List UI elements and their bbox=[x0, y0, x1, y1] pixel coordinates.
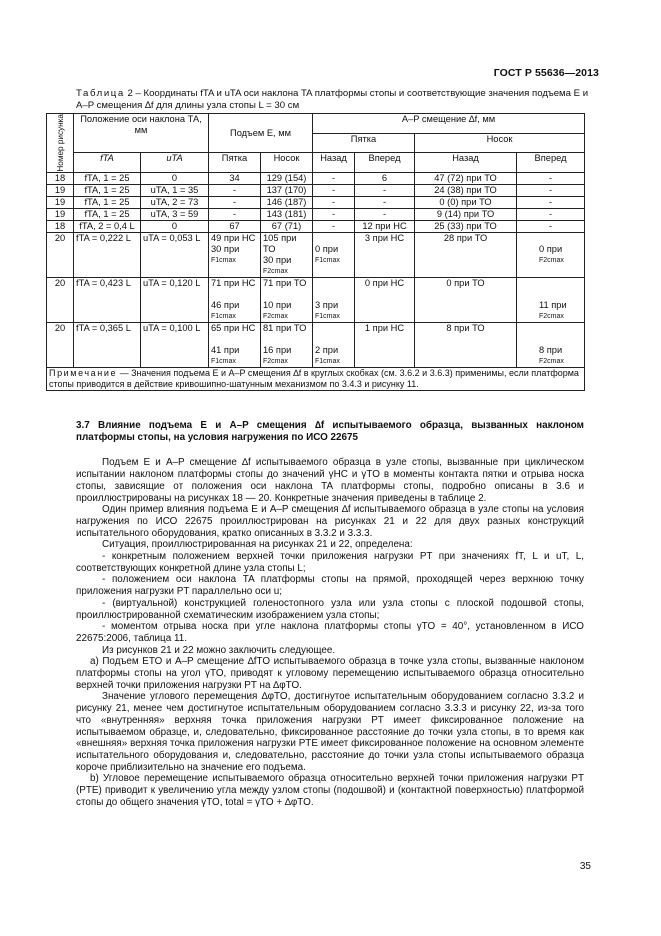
table-row: 20 fTA = 0,222 L uTA = 0,053 L 49 при НС 30 при F1cmax 105 при ТО 30 при F2cmax 0 при F1cmax 3 при НС 28 при ТО 0 при F2cmax bbox=[47, 232, 585, 277]
col-header-f-ta: fTA bbox=[74, 153, 141, 173]
col-header-lift: Подъем Е, мм bbox=[209, 114, 313, 153]
body-text bbox=[76, 420, 584, 809]
table-caption-text: 2 – Координаты fTA и uTA оси наклона TA платформы стопы и соответствующие значения подъема E и A–P смещения ∆f для длины узла стопы L = 30 см bbox=[76, 88, 589, 111]
col-header-toe-back: Назад bbox=[415, 153, 517, 173]
col-header-toe: Носок bbox=[261, 153, 313, 173]
list-item: - моментом отрыва носка при угле наклона платформы стопы γTO = 40°, установленном в ИСО 22675:2006, таблица 11. bbox=[76, 621, 584, 644]
col-header-figure-number: Номер рисунка bbox=[47, 114, 74, 173]
paragraph: a) Подъем ETO и A–P смещение ∆fTO испытываемого образца в точке узла стопы, вызванные наклоном платформы стопы на угол γTO, приводят к угловому перемещению испытываемого образца относительно верхней точки приложения нагрузки PT на ∆φTO. bbox=[76, 656, 584, 691]
table-row: 20 fTA = 0,365 L uTA = 0,100 L 65 при НС 41 при F1cmax 81 при ТО 16 при F2cmax 2 при F1cmax 1 при НС 8 при ТО 8 при F2cmax bbox=[47, 322, 585, 367]
col-header-axis-position: Положение оси наклона ТА, мм bbox=[74, 114, 209, 153]
table-note-label: Примечание bbox=[49, 367, 118, 378]
paragraph: b) Угловое перемещение испытываемого образца относительно верхней точки приложения нагрузки PT (PTE) приводит к увеличению угла между узлом стопы (подошвой) и (контактной поверхностью) платформой стопы до общего значения γTO, total = γTO + ∆φTO. bbox=[76, 773, 584, 808]
col-header-heel-back: Назад bbox=[313, 153, 355, 173]
document-header: ГОСТ Р 55636—2013 bbox=[493, 67, 599, 79]
table-caption-label: Таблица bbox=[76, 88, 125, 99]
table-row: 19 fTA, 1 = 25 uTA, 3 = 59 - 143 (181) - - 9 (14) при ТО - bbox=[47, 208, 585, 220]
page-number: 35 bbox=[579, 861, 591, 872]
list-item: - конкретным положением верхней точки приложения нагрузки PT при значениях fT, L и uT, L, соответствующих конкретной длине узла стопы L; bbox=[76, 551, 584, 574]
col-header-toe-shift: Носок bbox=[415, 133, 585, 153]
section-heading: 3.7 Влияние подъема E и A–P смещения ∆f испытываемого образца, вызванных наклоном платформы стопы, на условия нагружения по ИСО 22675 bbox=[76, 420, 584, 443]
table-note-text: — Значения подъема E и A–P смещения ∆f в круглых скобках (см. 3.6.2 и 3.6.3) применимы, если платформа стопы приводится в действие кривошипно-шатунным механизмом по 3.4.3 и рисунку 11. bbox=[49, 367, 579, 389]
table-row: 19 fTA, 1 = 25 uTA, 2 = 73 - 146 (187) - - 0 (0) при ТО - bbox=[47, 196, 585, 208]
col-header-u-ta: uTA bbox=[141, 153, 209, 173]
col-header-heel: Пятка bbox=[209, 153, 261, 173]
paragraph: Значение углового перемещения ∆φTO, достигнутое испытательным оборудованием согласно 3.3.2 и рисунку 21, менее чем достигнутое испытательным оборудованием согласно 3.3.3 и рисунку 22, из-за того что «внутренняя» верхняя точка приложения нагрузки PT имеет фиксированное положение на испытываемом образце, и, следовательно, фиксированное расстояние до точки узла стопы, в то время как «внешняя» верхняя точка приложения нагрузки PTE имеет фиксированное положение на основном элементе испытательного оборудования и, следовательно, расстояние до точки узла стопы испытываемого образца короче приблизительно на значение его подъема. bbox=[76, 691, 584, 773]
col-header-shift: A–P смещение ∆f, мм bbox=[313, 114, 585, 134]
col-header-heel-forward: Вперед bbox=[355, 153, 415, 173]
table-row: 20 fTA = 0,423 L uTA = 0,120 L 71 при НС 46 при F1cmax 71 при ТО 10 при F2cmax 3 при F1cmax 0 при НС 0 при ТО 11 при F2cmax bbox=[47, 277, 585, 322]
col-header-heel-shift: Пятка bbox=[313, 133, 415, 153]
table-note-row bbox=[47, 367, 585, 390]
table-row: 18 fTA, 2 = 0,4 L 0 67 67 (71) - 12 при НС 25 (33) при ТО - bbox=[47, 220, 585, 232]
col-header-toe-forward: Вперед bbox=[517, 153, 585, 173]
table-row: 19 fTA, 1 = 25 uTA, 1 = 35 - 137 (170) - - 24 (38) при ТО - bbox=[47, 184, 585, 196]
list-item: - положением оси наклона TA платформы стопы на прямой, проходящей через верхнюю точку приложения нагрузки PT параллельно оси u; bbox=[76, 574, 584, 598]
paragraph: Ситуация, проиллюстрированная на рисунках 21 и 22, определена: bbox=[102, 539, 413, 551]
paragraph: Один пример влияния подъема E и A–P смещения ∆f испытываемого образца в узле стопы на условия нагружения по ИСО 22675 проиллюстрирован на рисунках 21 и 22 для двух разных конструкций испытательного оборудования, кратко описанных в 3.3.2 и 3.3.3. bbox=[76, 504, 584, 539]
table-row: 18 fTA, 1 = 25 0 34 129 (154) - 6 47 (72) при ТО - bbox=[47, 172, 585, 184]
coordinates-table bbox=[46, 113, 585, 391]
paragraph: Из рисунков 21 и 22 можно заключить следующее. bbox=[102, 644, 336, 656]
paragraph: Подъем E и A–P смещение ∆f испытываемого образца в узле стопы, вызванные при циклическом испытании наклоном платформы стопы до значений γHC и γTO в моменты контакта пятки и отрыва носка стопы, зависящие от положения оси наклона TA платформы стопы, подробно описаны в 3.6 и проиллюстрированы на рисунках 18 — 20. Конкретные значения приведены в таблице 2. bbox=[76, 457, 584, 504]
table-caption bbox=[76, 88, 596, 112]
list-item: - (виртуальной) конструкцией голеностопного узла или узла стопы с плоской подошвой стопы, проиллюстрированной схематическим изображением узла стопы; bbox=[76, 597, 584, 621]
